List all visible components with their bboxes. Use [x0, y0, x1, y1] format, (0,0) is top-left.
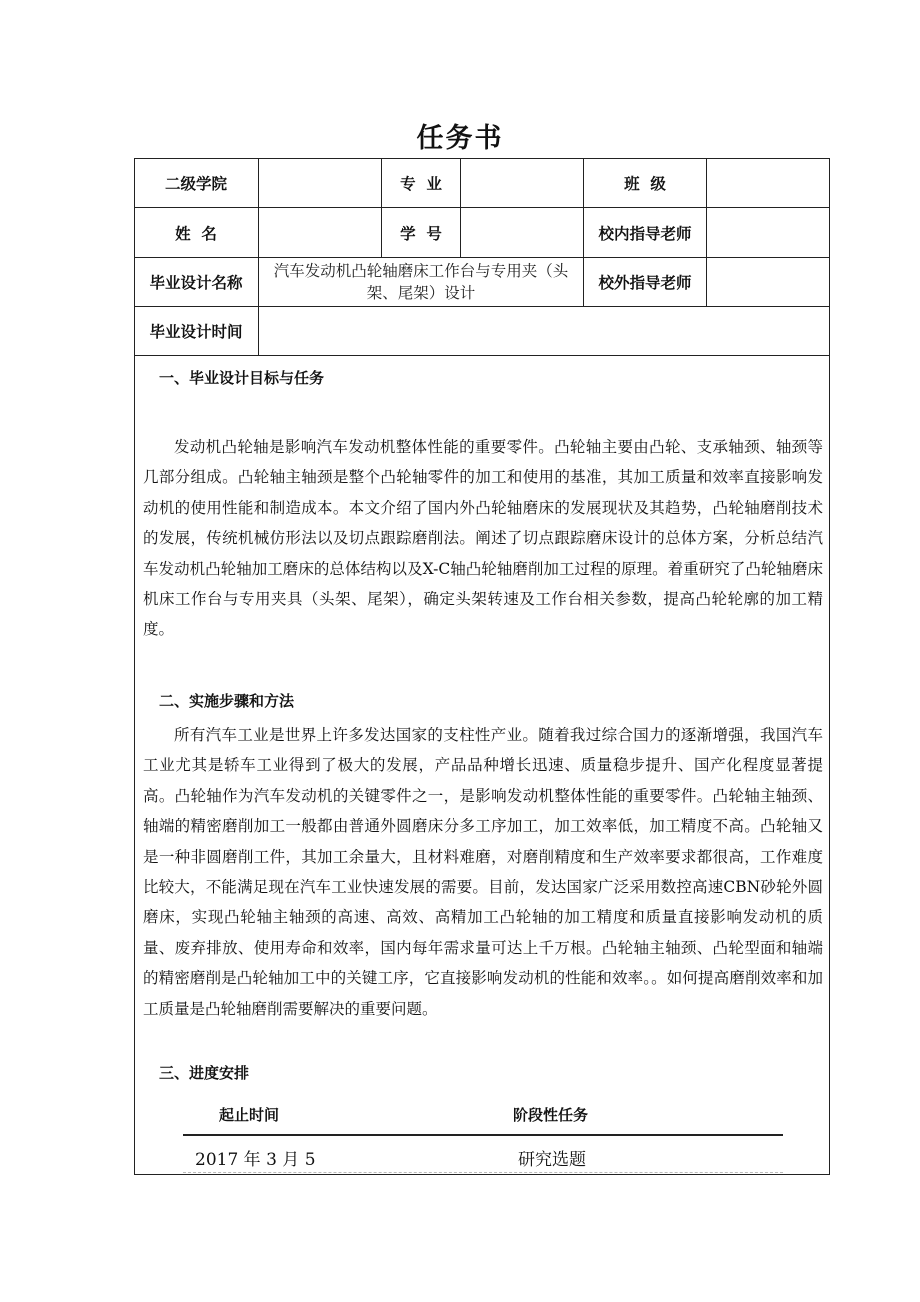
schedule-header: [183, 1094, 783, 1136]
table-row: [183, 1136, 783, 1173]
schedule-table: [183, 1094, 783, 1173]
external-advisor-field[interactable]: [707, 258, 829, 306]
class-label: 班 级: [624, 174, 666, 193]
schedule-time: 2017 年 3 月 5: [195, 1150, 316, 1170]
design-time-field[interactable]: [259, 307, 829, 355]
section-heading-schedule: 三、进度安排: [159, 1064, 250, 1082]
design-time-label: 毕业设计时间: [149, 323, 243, 341]
student-id-field[interactable]: [461, 208, 583, 257]
schedule-col-task: 阶段性任务: [513, 1106, 589, 1124]
major-label: 专 业: [400, 174, 442, 193]
section-body-goals: 发动机凸轮轴是影响汽车发动机整体性能的重要零件。凸轮轴主要由凸轮、支承轴颈、轴颈等几部分组成。凸轮轴主轴颈是整个凸轮轴零件的加工和使用的基准，其加工质量和效率直接影响发动机的使用性能和制造成本。本文介绍了国内外凸轮轴磨床的发展现状及其趋势，凸轮轴磨削技术的发展，传统机械仿形法以及切点跟踪磨削法。阐述了切点跟踪磨床设计的总体方案，分析总结汽车发动机凸轮轴加工磨床的总体结构以及X-C轴凸轮轴磨削加工过程的原理。着重研究了凸轮轴磨床机床工作台与专用夹具（头架、尾架），确定头架转速及工作台相关参数，提高凸轮轮廓的加工精度。: [143, 438, 823, 639]
table-border: [829, 158, 830, 356]
name-label: 姓 名: [175, 224, 217, 243]
document-title: 任务书: [416, 123, 504, 154]
student-id-label: 学 号: [400, 224, 442, 243]
external-advisor-label: 校外指导老师: [598, 274, 692, 292]
section-heading-goals: 一、毕业设计目标与任务: [159, 369, 325, 387]
class-field[interactable]: [707, 158, 829, 207]
schedule-col-time: 起止时间: [219, 1106, 280, 1124]
internal-advisor-label: 校内指导老师: [598, 224, 692, 243]
task-content: [134, 356, 830, 1175]
info-table: [134, 158, 830, 356]
section-heading-steps: 二、实施步骤和方法: [159, 692, 295, 710]
section-body-steps: 所有汽车工业是世界上许多发达国家的支柱性产业。随着我过综合国力的逐渐增强，我国汽车工业尤其是轿车工业得到了极大的发展，产品品种增长迅速、质量稳步提升、国产化程度显著提高。凸轮轴作为汽车发动机的关键零件之一，是影响发动机整体性能的重要零件。凸轮轴主轴颈、轴端的精密磨削加工一般都由普通外圆磨床分多工序加工，加工效率低，加工精度不高。凸轮轴又是一种非圆磨削工件，其加工余量大，且材料难磨，对磨削精度和生产效率要求都很高，工作难度比较大，不能满足现在汽车工业快速发展的需要。目前，发达国家广泛采用数控高速CBN砂轮外圆磨床，实现凸轮轴主轴颈的高速、高效、高精加工凸轮轴的加工精度和质量直接影响发动机的质量、废弃排放、使用寿命和效率，国内每年需求量可达上千万根。凸轮轴主轴颈、凸轮型面和轴端的精密磨削是凸轮轴加工中的关键工序，它直接影响发动机的性能和效率。。如何提高磨削效率和加工质量是凸轮轴磨削需要解决的重要问题。: [143, 726, 823, 1018]
college-label: 二级学院: [164, 174, 227, 193]
design-name-label: 毕业设计名称: [149, 274, 243, 292]
internal-advisor-field[interactable]: [707, 208, 829, 257]
schedule-task: 研究选题: [518, 1150, 586, 1170]
design-name-field[interactable]: 汽车发动机凸轮轴磨床工作台与专用夹（头架、尾架）设计: [273, 262, 569, 302]
name-field[interactable]: [259, 208, 381, 257]
college-field[interactable]: [259, 158, 381, 207]
major-field[interactable]: [461, 158, 583, 207]
